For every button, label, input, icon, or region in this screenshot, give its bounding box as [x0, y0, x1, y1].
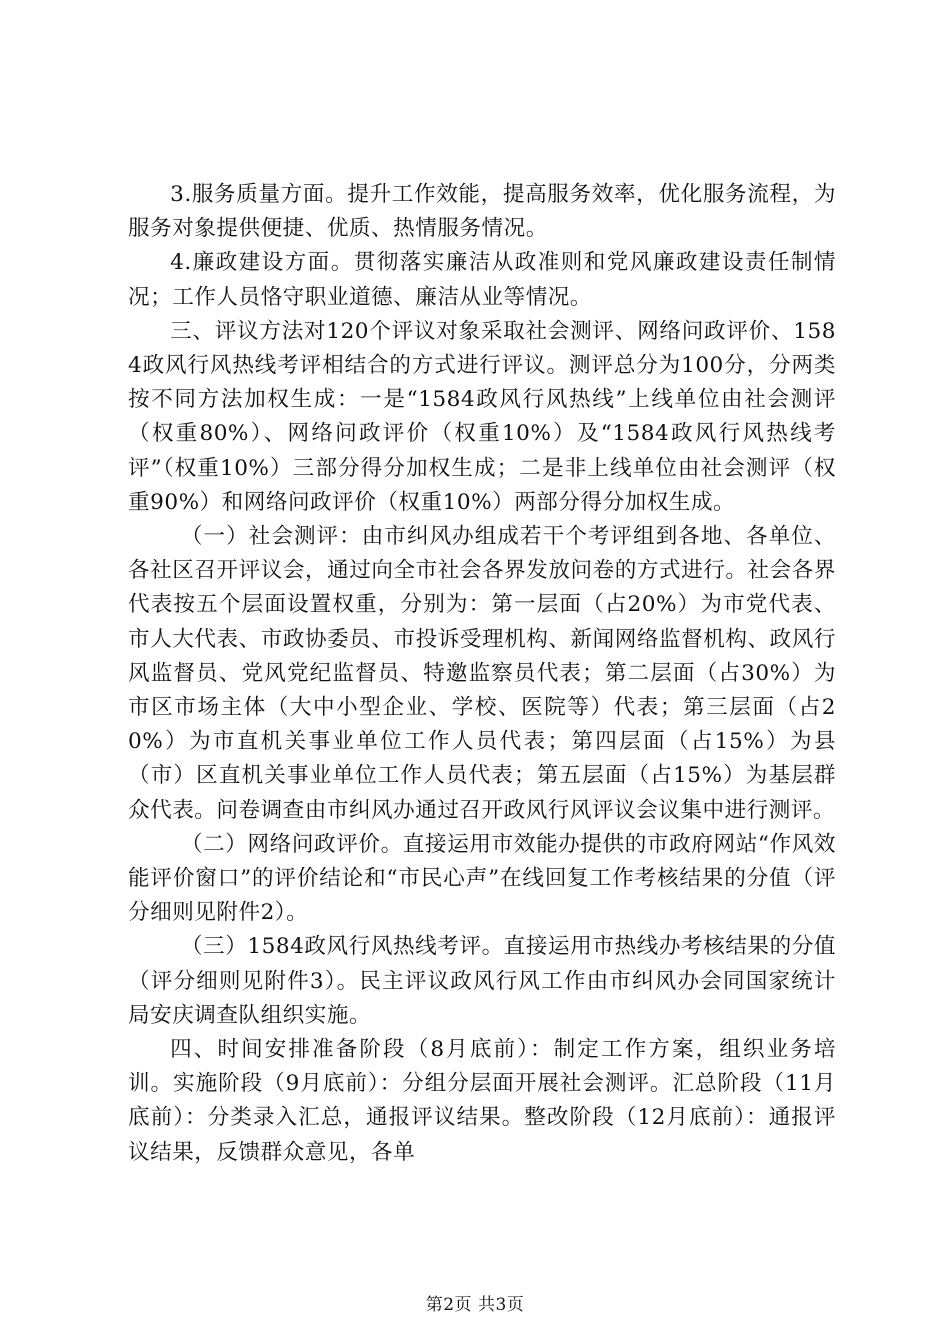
paragraph-hotline-assessment: （三）1584政风行风热线考评。直接运用市热线办考核结果的分值（评分细则见附件3）。民主评议政风行风工作由市纠风办会同国家统计局安庆调查队组织实施。: [128, 934, 836, 1028]
paragraph-service-quality: 3.服务质量方面。提升工作效能，提高服务效率，优化服务流程，为服务对象提供便捷、优质、热情服务情况。: [128, 182, 836, 242]
page-footer: 第2页 共3页: [425, 1295, 525, 1315]
paragraph-online-evaluation: （二）网络问政评价。直接运用市效能办提供的市政府网站“作风效能评价窗口”的评价结论和“市民心声”在线回复工作考核结果的分值（评分细则见附件2）。: [128, 831, 836, 926]
paragraph-evaluation-method: 三、评议方法对120个评议对象采取社会测评、网络问政评价、1584政风行风热线考评相结合的方式进行评议。测评总分为100分，分两类按不同方法加权生成：一是“1584政风行风热线”上线单位由社会测评（权重80%）、网络问政评价（权重10%）及“1584政风行风热线考评”（权重10%）三部分得分加权生成；二是非上线单位由社会测评（权重90%）和网络问政评价（权重10%）两部分得分加权生成。: [128, 318, 836, 515]
paragraph-social-assessment: （一）社会测评：由市纠风办组成若干个考评组到各地、各单位、各社区召开评议会，通过向全市社会各界发放问卷的方式进行。社会各界代表按五个层面设置权重，分别为：第一层面（占20%）为市党代表、市人大代表、市政协委员、市投诉受理机构、新闻网络监督机构、政风行风监督员、党风党纪监督员、特邀监察员代表；第二层面（占30%）为市区市场主体（大中小型企业、学校、医院等）代表；第三层面（占20%）为市直机关事业单位工作人员代表；第四层面（占15%）为县（市）区直机关事业单位工作人员代表；第五层面（占15%）为基层群众代表。问卷调查由市纠风办通过召开政风行风评议会议集中进行测评。: [128, 524, 836, 823]
document-body: [128, 178, 836, 1170]
paragraph-integrity-building: 4.廉政建设方面。贯彻落实廉洁从政准则和党风廉政建设责任制情况；工作人员恪守职业道德、廉洁从业等情况。: [128, 250, 836, 310]
paragraph-schedule: 四、时间安排准备阶段（8月底前）：制定工作方案，组织业务培训。实施阶段（9月底前）：分组分层面开展社会测评。汇总阶段（11月底前）：分类录入汇总，通报评议结果。整改阶段（12月底前）：通报评议结果，反馈群众意见，各单: [128, 1037, 836, 1165]
